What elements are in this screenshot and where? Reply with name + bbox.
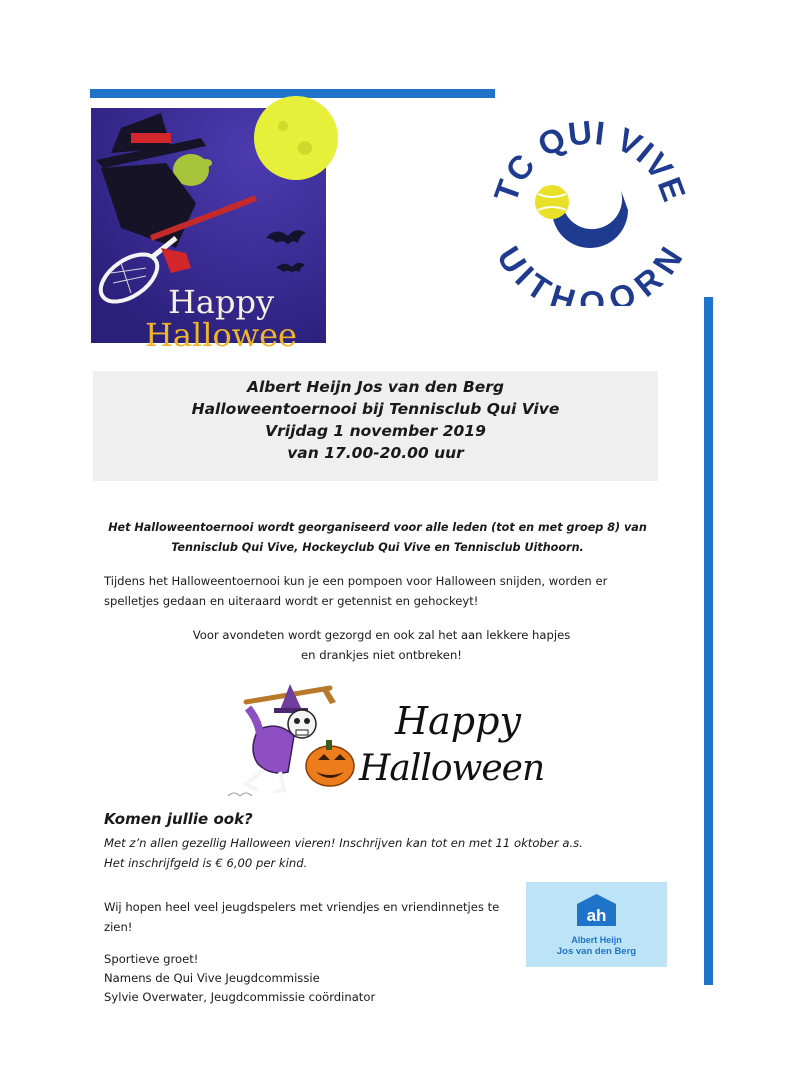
sponsor-owner: Jos van den Berg bbox=[556, 946, 637, 957]
section-heading: Komen jullie ook? bbox=[104, 810, 253, 828]
closing-from: Namens de Qui Vive Jeugdcommissie bbox=[104, 971, 320, 985]
skeleton-pumpkin-clipart bbox=[218, 680, 366, 802]
intro-line: Tennisclub Qui Vive, Hockeyclub Qui Vive en Tennisclub Uithoorn. bbox=[171, 541, 584, 554]
event-title-box bbox=[93, 371, 658, 481]
title-sponsor: Albert Heijn Jos van den Berg bbox=[246, 378, 505, 396]
happy-text: Happy bbox=[167, 283, 275, 321]
paragraph-line: zien! bbox=[104, 920, 133, 934]
pumpkin-icon bbox=[306, 746, 354, 786]
happy-halloween-clipart bbox=[355, 694, 545, 794]
invite-paragraph bbox=[104, 897, 524, 937]
fee-line: Het inschrijfgeld is € 6,00 per kind. bbox=[104, 856, 308, 870]
paragraph-line: Voor avondeten wordt gezorgd en ook zal het aan lekkere hapjes bbox=[192, 628, 571, 642]
paragraph-line: en drankjes niet ontbreken! bbox=[301, 648, 462, 662]
tennis-ball-icon bbox=[535, 185, 569, 219]
closing-signature bbox=[104, 950, 524, 1007]
club-name-text: C QUI VIV bbox=[497, 113, 681, 189]
title-time: van 17.00-20.00 uur bbox=[287, 444, 464, 462]
moon-shape bbox=[254, 96, 338, 180]
side-accent-bar bbox=[704, 297, 713, 985]
albert-heijn-logo bbox=[526, 882, 667, 967]
title-event: Halloweentoernooi bij Tennisclub Qui Vive bbox=[191, 400, 560, 418]
witch-illustration bbox=[91, 108, 326, 354]
signup-line: Met z’n allen gezellig Halloween vieren! Inschrijven kan tot en met 11 oktober a.s. bbox=[104, 836, 583, 850]
club-city-text: UITHOORN bbox=[492, 239, 688, 306]
food-paragraph bbox=[104, 625, 659, 665]
activities-paragraph bbox=[104, 571, 664, 611]
title-date: Vrijdag 1 november 2019 bbox=[265, 422, 486, 440]
halloween-text: Hallowee bbox=[145, 316, 297, 354]
intro-paragraph bbox=[100, 518, 655, 558]
sponsor-name: Albert Heijn bbox=[571, 935, 622, 945]
signup-paragraph bbox=[104, 833, 664, 873]
svg-text:ah: ah bbox=[586, 906, 607, 925]
halloween-witch-image bbox=[91, 108, 326, 354]
clipart-happy-text: Happy bbox=[395, 699, 521, 743]
intro-line: Het Halloweentoernooi wordt georganiseerd voor alle leden (tot en met groep 8) van bbox=[108, 521, 647, 534]
paragraph-line: Tijdens het Halloweentoernooi kun je een pompoen voor Halloween snijden, worden er bbox=[104, 574, 608, 588]
paragraph-line: spelletjes gedaan en uiteraard wordt er getennist en gehockeyt! bbox=[104, 594, 479, 608]
club-logo bbox=[492, 110, 688, 306]
clipart-halloween-text: Halloween bbox=[359, 748, 545, 789]
paragraph-line: Wij hopen heel veel jeugdspelers met vriendjes en vriendinnetjes te bbox=[104, 900, 500, 914]
closing-name: Sylvie Overwater, Jeugdcommissie coördinator bbox=[104, 990, 376, 1004]
closing-greeting: Sportieve groet! bbox=[104, 952, 199, 966]
